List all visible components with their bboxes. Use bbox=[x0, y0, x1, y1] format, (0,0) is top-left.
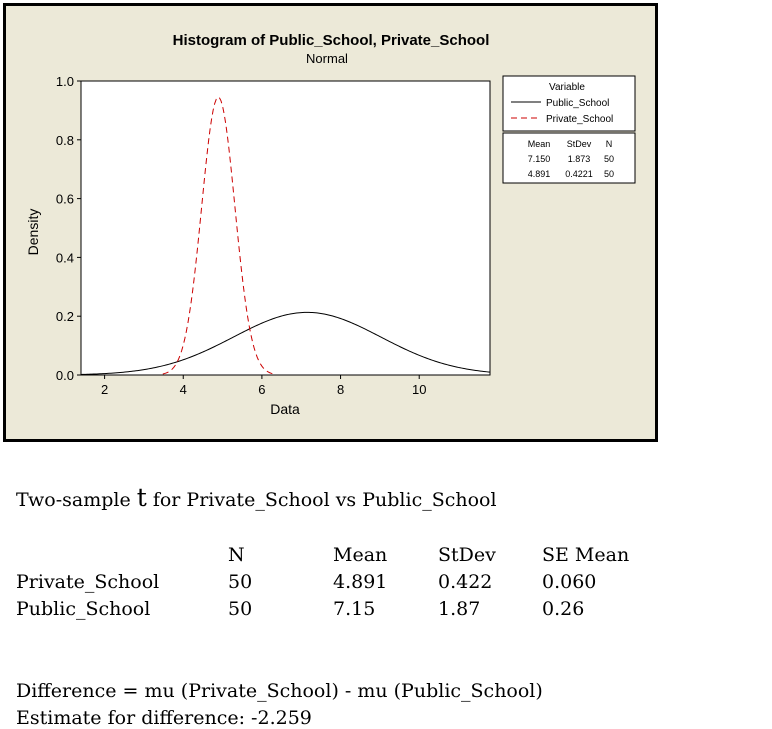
x-tick-label: 4 bbox=[179, 382, 187, 397]
row-name: Public_School bbox=[16, 598, 151, 620]
stats-header-stdev: StDev bbox=[566, 139, 592, 149]
row-stdev: 1.87 bbox=[438, 598, 481, 620]
stats-cell: 7.150 bbox=[527, 154, 551, 164]
stats-cell: 1.873 bbox=[567, 154, 591, 164]
legend-label-public: Public_School bbox=[546, 98, 610, 109]
difference-line: Difference = mu (Private_School) - mu (Public_School) bbox=[16, 680, 543, 702]
y-tick-label: 0.6 bbox=[55, 191, 74, 207]
stats-cell: 0.4221 bbox=[565, 169, 593, 179]
chart bbox=[6, 6, 655, 439]
stats-cell: 4.891 bbox=[527, 169, 551, 179]
y-axis-label: Density bbox=[25, 208, 41, 256]
chart-frame bbox=[3, 3, 658, 442]
stats-header-mean: Mean bbox=[527, 139, 551, 149]
header-mean: Mean bbox=[333, 544, 388, 566]
x-tick-label: 2 bbox=[100, 382, 109, 397]
stats-table bbox=[503, 133, 635, 183]
test-title-post: for Private_School vs Public_School bbox=[146, 489, 497, 511]
row-mean: 4.891 bbox=[333, 571, 388, 593]
y-tick-label: 0.4 bbox=[55, 250, 74, 266]
y-tick-label: 0.8 bbox=[55, 132, 74, 148]
row-n: 50 bbox=[228, 598, 253, 620]
y-tick-label: 0.2 bbox=[55, 309, 74, 325]
estimate-line: Estimate for difference: -2.259 bbox=[16, 707, 312, 729]
test-title-t: t bbox=[136, 483, 147, 512]
plot-area bbox=[81, 81, 490, 375]
x-tick-label: 6 bbox=[258, 382, 266, 397]
test-title bbox=[16, 483, 497, 512]
legend-title: Variable bbox=[549, 82, 585, 93]
x-tick-label: 8 bbox=[336, 382, 345, 397]
x-tick-label: 10 bbox=[411, 382, 427, 397]
header-stdev: StDev bbox=[438, 544, 496, 566]
chart-subtitle: Normal bbox=[306, 51, 348, 66]
stats-header-n: N bbox=[605, 139, 613, 149]
header-se-mean: SE Mean bbox=[542, 544, 630, 566]
header-n: N bbox=[228, 544, 245, 566]
row-n: 50 bbox=[228, 571, 253, 593]
x-axis-label: Data bbox=[270, 401, 300, 417]
stats-cell: 50 bbox=[603, 154, 615, 164]
row-name: Private_School bbox=[16, 571, 160, 593]
stats-cell: 50 bbox=[603, 169, 615, 179]
chart-title: Histogram of Public_School, Private_School bbox=[172, 32, 490, 49]
y-tick-label: 1.0 bbox=[55, 74, 74, 89]
row-se-mean: 0.26 bbox=[542, 598, 585, 620]
y-tick-label: 0.0 bbox=[55, 368, 74, 383]
row-se-mean: 0.060 bbox=[542, 571, 597, 593]
row-mean: 7.15 bbox=[333, 598, 376, 620]
legend bbox=[503, 76, 635, 131]
row-stdev: 0.422 bbox=[438, 571, 493, 593]
legend-label-private: Private_School bbox=[546, 114, 614, 125]
test-title-pre: Two-sample bbox=[16, 489, 137, 511]
